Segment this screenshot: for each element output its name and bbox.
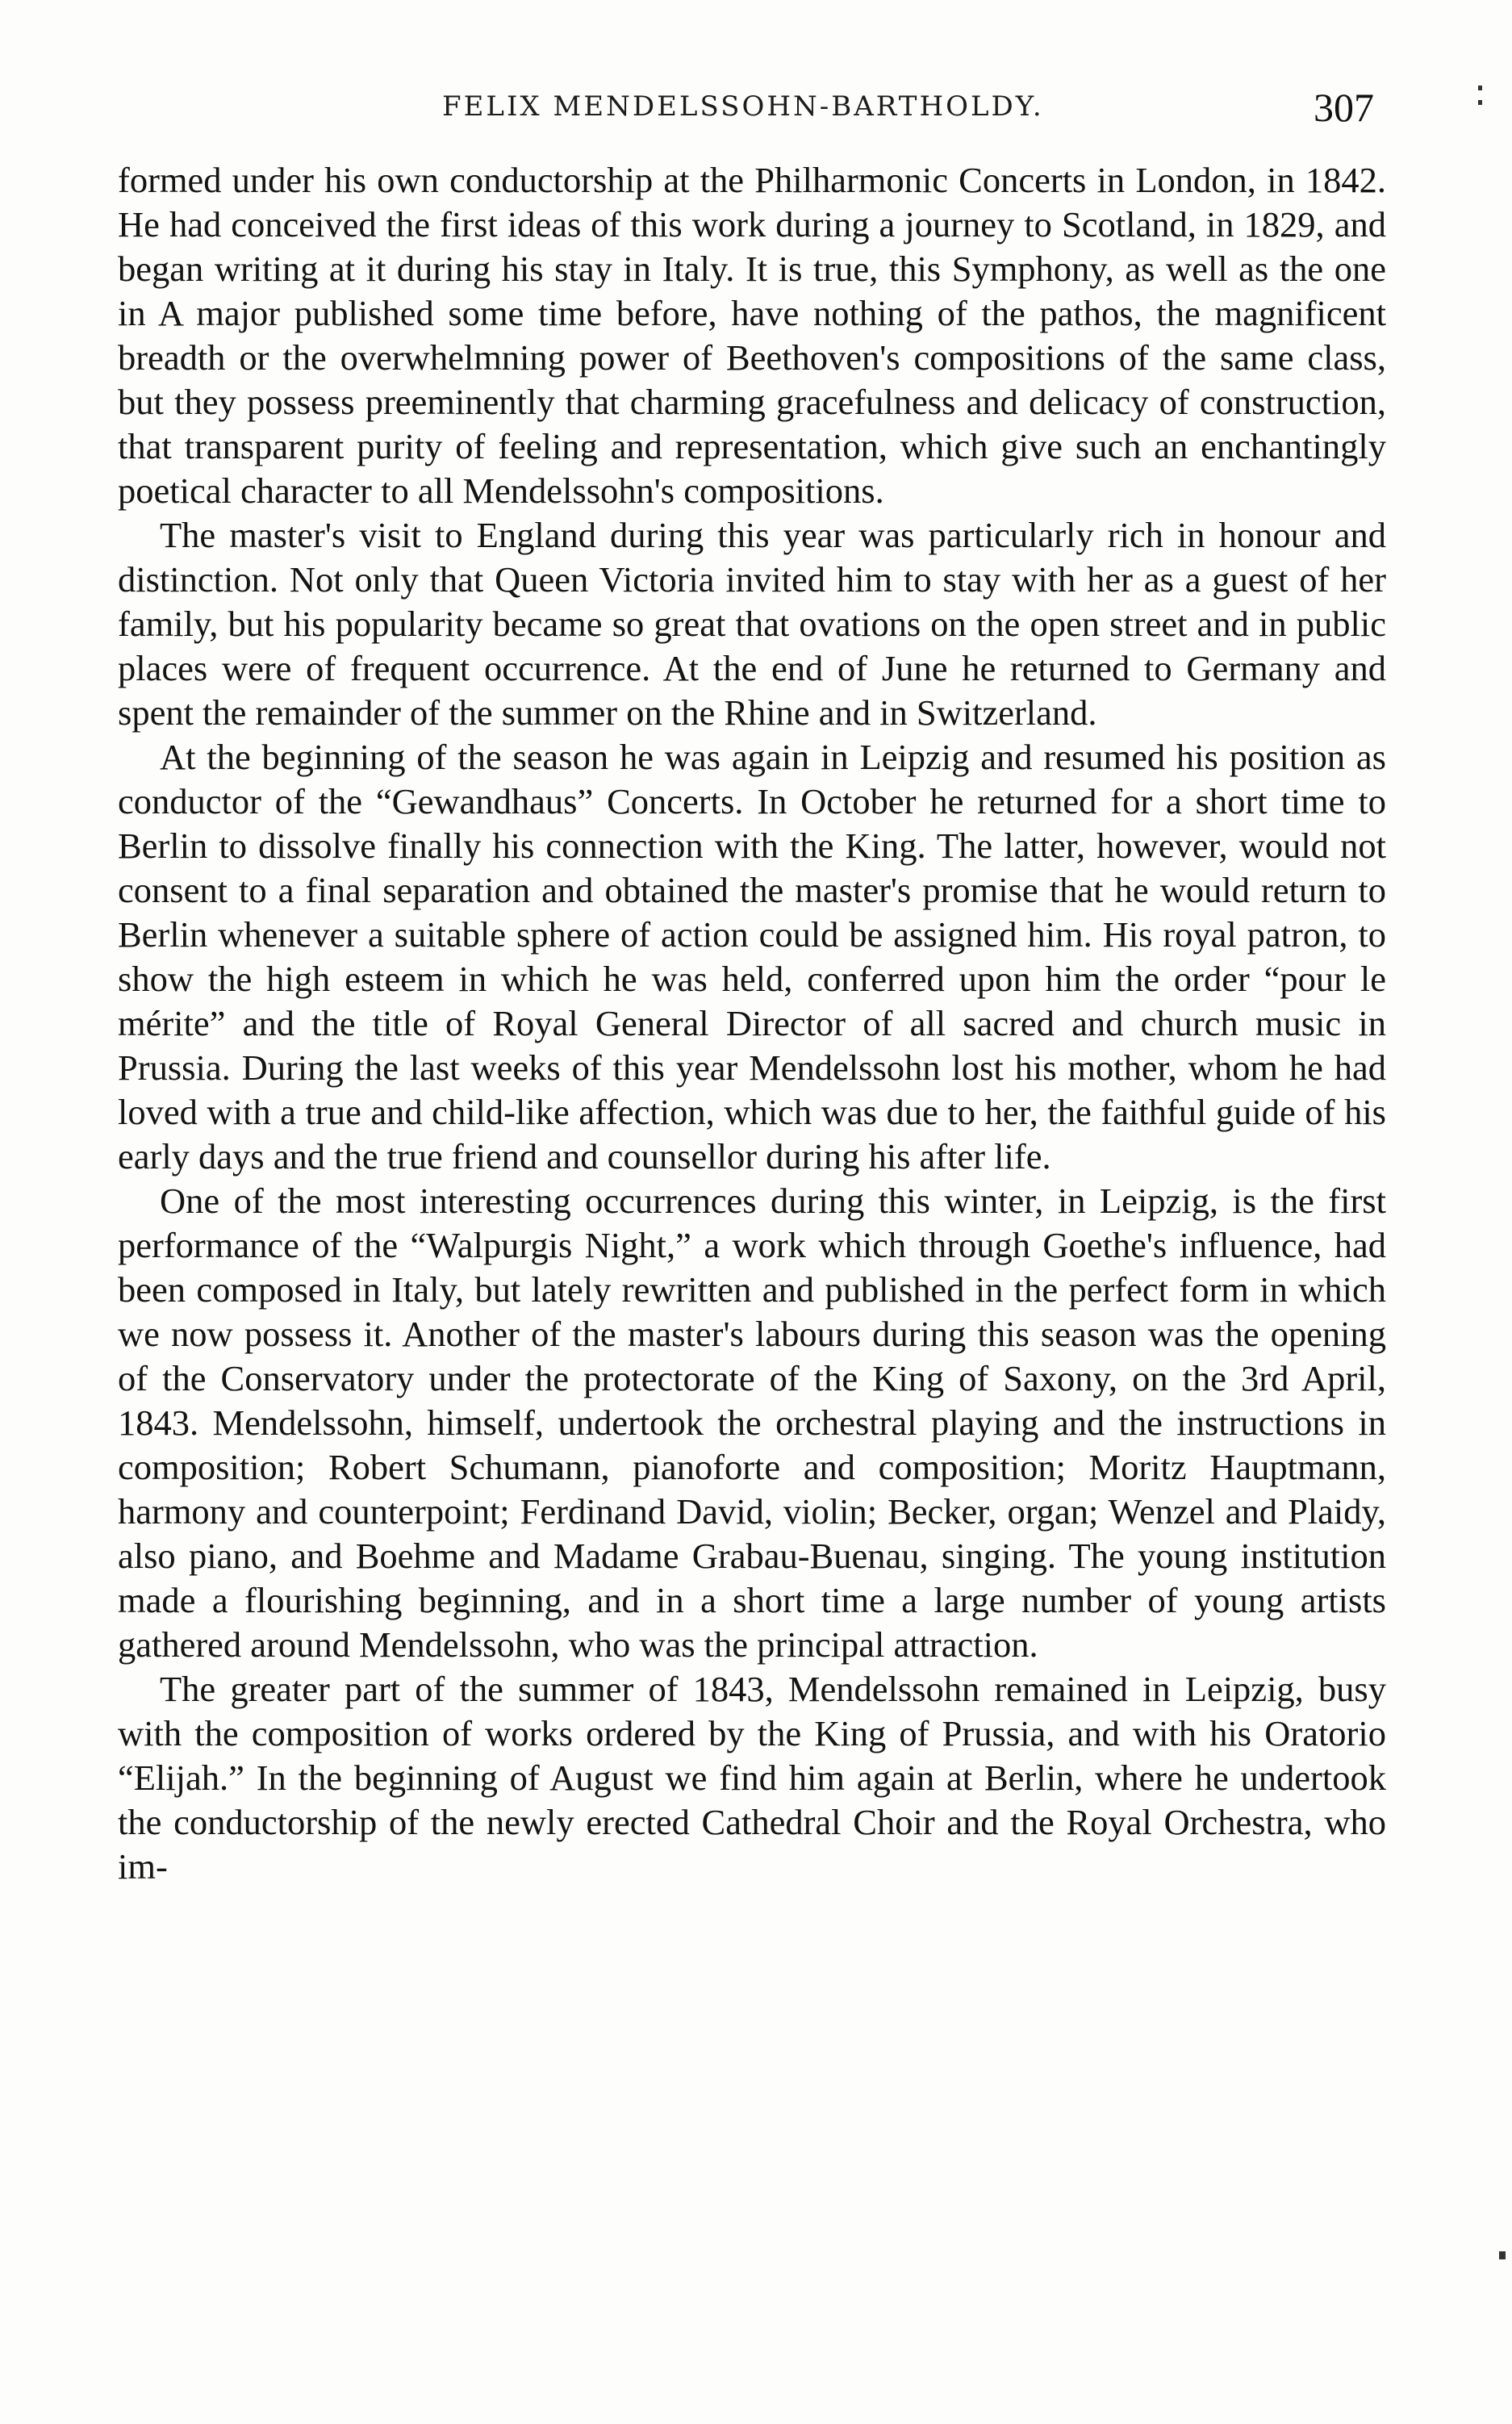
paragraph-continued: formed under his own conductorship at the Philharmonic Concerts in London, in 1842. He had conceived the first ideas of this work during a journey to Scotland, in 1829, and began writing at it during his stay in Italy. It is true, this Symphony, as well as the one in A major published some time before, have nothing of the pathos, the magnificent breadth or the overwhelmning power of Beethoven's compositions of the same class, but they possess preeminently that charming gracefulness and delicacy of construction, that transparent purity of feeling and representation, which give such an enchantingly poetical character to all Mendelssohn's compositions. <box>118 160 1386 511</box>
paragraph: One of the most interesting occurrences during this winter, in Leipzig, is the first performance of the “Walpurgis Night,” a work which through Goethe's influence, had been composed in Italy, but lately rewritten and published in the perfect form in which we now possess it. Another of the master's labours during this season was the opening of the Conservatory under the protectorate of the King of Saxony, on the 3rd April, 1843. Mendelssohn, himself, undertook the orchestral playing and the instructions in composition; Robert Schumann, pianoforte and composition; Moritz Hauptmann, harmony and counterpoint; Ferdinand David, violin; Becker, organ; Wenzel and Plaidy, also piano, and Boehme and Madame Grabau-Buenau, singing. The young institution made a flourishing beginning, and in a short time a large number of young artists gathered around Mendelssohn, who was the principal attraction. <box>118 1181 1386 1665</box>
margin-mark <box>1478 86 1485 118</box>
paragraph: At the beginning of the season he was again in Leipzig and resumed his position as conductor of the “Gewandhaus” Concerts. In October he returned for a short time to Berlin to dissolve finally his connection with the King. The latter, however, would not consent to a final separation and obtained the master's promise that he would return to Berlin whenever a suitable sphere of action could be assigned him. His royal patron, to show the high esteem in which he was held, conferred upon him the order “pour le mérite” and the title of Royal General Director of all sacred and church music in Prussia. During the last weeks of this year Mendelssohn lost his mother, whom he had loved with a true and child-like affection, which was due to her, the faithful guide of his early days and the true friend and counsellor during his after life. <box>118 737 1386 1176</box>
running-head-title: FELIX MENDELSSOHN-BARTHOLDY. <box>442 90 1044 123</box>
page-edge-mark <box>1499 2251 1506 2259</box>
paragraph: The master's visit to England during this year was particularly rich in honour and distinction. Not only that Queen Victoria invited him to stay with her as a guest of her family, but his popularity became so great that ovations on the open street and in public places were of frequent occurrence. At the end of June he returned to Germany and spent the remainder of the summer on the Rhine and in Switzerland. <box>118 515 1386 733</box>
page-number: 307 <box>1314 85 1374 130</box>
body-text <box>118 158 1386 1889</box>
paragraph: The greater part of the summer of 1843, Mendelssohn remained in Leipzig, busy with the composition of works ordered by the King of Prussia, and with his Oratorio “Elijah.” In the beginning of August we find him again at Berlin, where he undertook the conductorship of the newly erected Cathedral Choir and the Royal Orchestra, who im- <box>118 1669 1386 1887</box>
